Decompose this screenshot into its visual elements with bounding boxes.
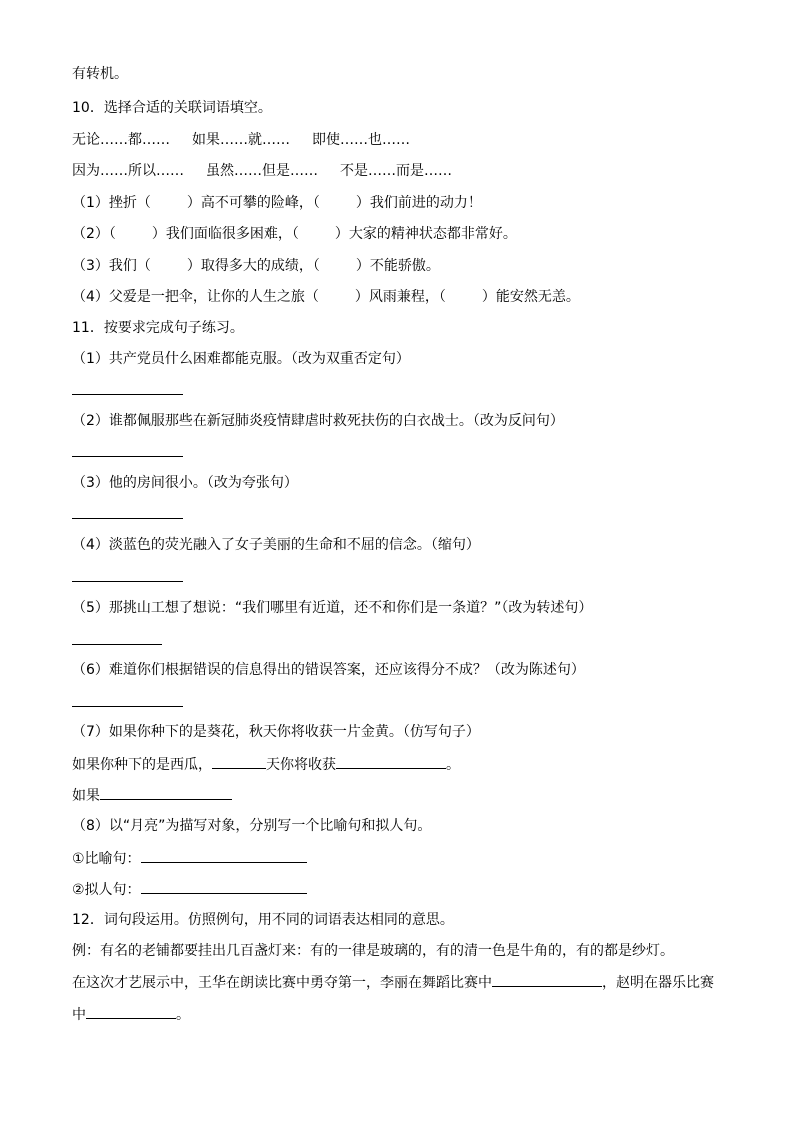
question-10-item-4: （4）父爱是一把伞，让你的人生之旅（ ）风雨兼程，（ ）能安然无恙。	[72, 289, 580, 305]
option: 即使……也……	[312, 132, 410, 148]
question-12-example: 例：有名的老铺都要挂出几百盏灯来：有的一律是玻璃的，有的清一色是牛角的，有的都是纱灯。	[72, 943, 674, 959]
question-11-item-6: （6）难道你们根据错误的信息得出的错误答案，还应该得分不成？（改为陈述句）	[72, 662, 585, 678]
answer-line[interactable]	[72, 706, 183, 707]
question-11-item-8: （8）以“月亮”为描写对象，分别写一个比喻句和拟人句。	[72, 818, 432, 834]
question-12-text: 在这次才艺展示中，王华在朗读比赛中勇夺第一，李丽在舞蹈比赛中 ，赵明在器乐比赛	[72, 972, 714, 993]
question-11-item-8-simile: ①比喻句：	[72, 848, 307, 869]
question-12-text-cont: 中 。	[72, 1004, 190, 1025]
question-10-item-2: （2）（ ）我们面临很多困难，（ ）大家的精神状态都非常好。	[72, 226, 517, 242]
text-line: 有转机。	[72, 66, 128, 82]
option: 如果……就……	[192, 132, 290, 148]
fill-blank[interactable]	[492, 972, 602, 987]
option: 因为……所以……	[72, 163, 184, 179]
question-11-item-7-answer-b: 如果	[72, 785, 232, 806]
answer-line[interactable]	[72, 456, 183, 457]
answer-line[interactable]	[72, 644, 162, 645]
question-11-item-7-answer-a: 如果你种下的是西瓜， 天你将收获 。	[72, 754, 460, 775]
answer-line[interactable]	[72, 581, 183, 582]
option: 无论……都……	[72, 132, 170, 148]
question-12-title: 12．词句段运用。仿照例句，用不同的词语表达相同的意思。	[72, 912, 454, 928]
fill-blank[interactable]	[86, 1004, 176, 1019]
question-11-item-2: （2）谁都佩服那些在新冠肺炎疫情肆虐时救死扶伤的白衣战士。（改为反问句）	[72, 413, 564, 429]
answer-line[interactable]	[72, 394, 183, 395]
question-10-title: 10．选择合适的关联词语填空。	[72, 100, 272, 116]
question-10-item-1: （1）挫折（ ）高不可攀的险峰，（ ）我们前进的动力！	[72, 195, 482, 211]
question-10-item-3: （3）我们（ ）取得多大的成绩，（ ）不能骄傲。	[72, 258, 440, 274]
question-11-item-7: （7）如果你种下的是葵花，秋天你将收获一片金黄。（仿写句子）	[72, 724, 480, 740]
question-11-item-3: （3）他的房间很小。（改为夸张句）	[72, 475, 298, 491]
question-11-item-5: （5）那挑山工想了想说：“我们哪里有近道，还不和你们是一条道？”（改为转述句）	[72, 600, 593, 616]
option: 虽然……但是……	[206, 163, 318, 179]
fill-blank[interactable]	[100, 785, 232, 800]
fill-blank[interactable]	[141, 879, 307, 894]
conjunction-options-row-2	[72, 161, 452, 181]
conjunction-options-row-1	[72, 130, 410, 150]
question-11-item-1: （1）共产党员什么困难都能克服。（改为双重否定句）	[72, 351, 410, 367]
fill-blank[interactable]	[141, 848, 307, 863]
question-11-title: 11．按要求完成句子练习。	[72, 320, 244, 336]
option: 不是……而是……	[340, 163, 452, 179]
fill-blank[interactable]	[336, 754, 446, 769]
question-11-item-8-personification: ②拟人句：	[72, 879, 307, 900]
question-11-item-4: （4）淡蓝色的荧光融入了女子美丽的生命和不屈的信念。（缩句）	[72, 537, 480, 553]
fill-blank[interactable]	[212, 754, 266, 769]
answer-line[interactable]	[72, 518, 183, 519]
